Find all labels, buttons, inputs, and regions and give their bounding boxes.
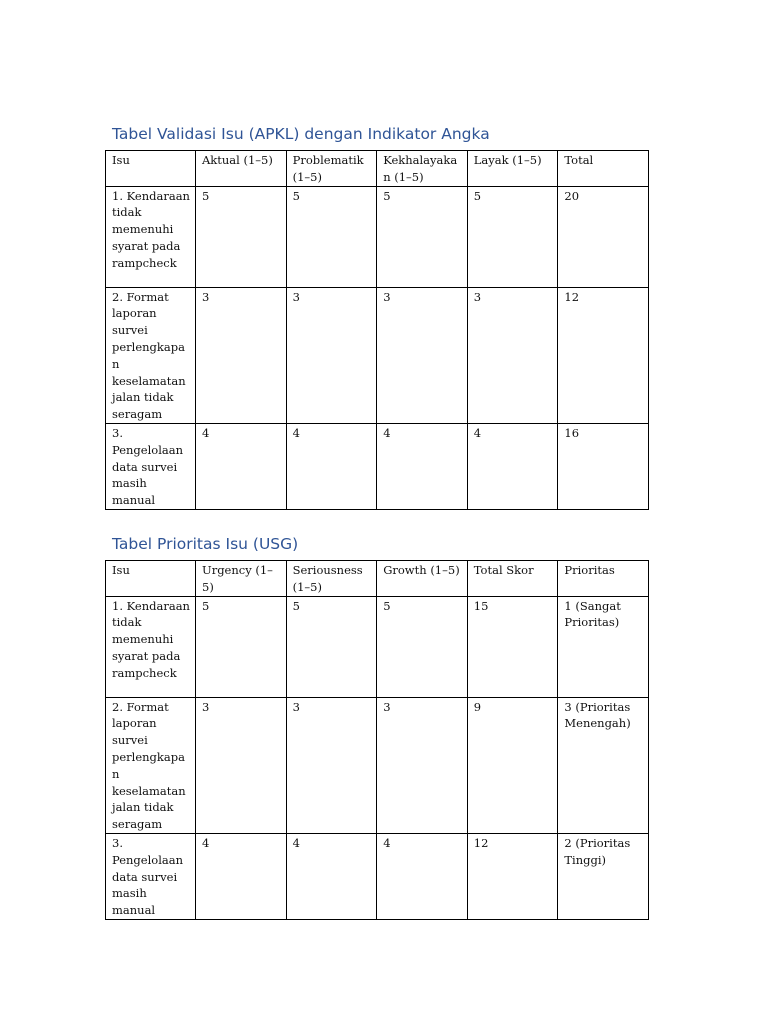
score-cell: 5: [286, 596, 377, 697]
issue-cell: 1. Kendaraan tidak memenuhi syarat pada rampcheck: [106, 596, 196, 697]
table-row: [106, 287, 649, 423]
score-cell: 4: [286, 423, 377, 509]
score-cell: 4: [377, 833, 468, 919]
header-cell: Isu: [106, 561, 196, 597]
priority-cell: 3 (Prioritas Menengah): [558, 697, 649, 833]
total-cell: 12: [558, 287, 649, 423]
priority-cell: 2 (Prioritas Tinggi): [558, 833, 649, 919]
total-cell: 15: [467, 596, 558, 697]
score-cell: 3: [196, 697, 287, 833]
header-cell: Urgency (1–5): [196, 561, 287, 597]
issue-cell: 2. Format laporan survei perlengkapan keselamatan jalan tidak seragam: [106, 287, 196, 423]
header-cell: Problematik (1–5): [286, 151, 377, 187]
table-header-row: [106, 561, 649, 597]
score-cell: 4: [196, 423, 287, 509]
score-cell: 3: [286, 287, 377, 423]
issue-cell: 2. Format laporan survei perlengkapan keselamatan jalan tidak seragam: [106, 697, 196, 833]
score-cell: 3: [467, 287, 558, 423]
usg-priority-table: [105, 560, 649, 920]
issue-cell: 3. Pengelolaan data survei masih manual: [106, 833, 196, 919]
header-cell: Prioritas: [558, 561, 649, 597]
score-cell: 5: [377, 596, 468, 697]
apkl-table-title: Tabel Validasi Isu (APKL) dengan Indikator Angka: [112, 125, 490, 143]
score-cell: 5: [196, 186, 287, 287]
table-row: [106, 697, 649, 833]
total-cell: 12: [467, 833, 558, 919]
score-cell: 5: [467, 186, 558, 287]
header-cell: Kekhalayakan (1–5): [377, 151, 468, 187]
score-cell: 4: [467, 423, 558, 509]
total-cell: 16: [558, 423, 649, 509]
header-cell: Growth (1–5): [377, 561, 468, 597]
table-row: [106, 186, 649, 287]
table-row: [106, 423, 649, 509]
apkl-validation-table: [105, 150, 649, 510]
score-cell: 5: [196, 596, 287, 697]
score-cell: 4: [286, 833, 377, 919]
header-cell: Layak (1–5): [467, 151, 558, 187]
header-cell: Total: [558, 151, 649, 187]
score-cell: 3: [286, 697, 377, 833]
table-row: [106, 833, 649, 919]
score-cell: 5: [377, 186, 468, 287]
header-cell: Aktual (1–5): [196, 151, 287, 187]
total-cell: 20: [558, 186, 649, 287]
score-cell: 3: [196, 287, 287, 423]
header-cell: Isu: [106, 151, 196, 187]
score-cell: 4: [196, 833, 287, 919]
issue-cell: 3. Pengelolaan data survei masih manual: [106, 423, 196, 509]
score-cell: 4: [377, 423, 468, 509]
score-cell: 5: [286, 186, 377, 287]
table-header-row: [106, 151, 649, 187]
header-cell: Total Skor: [467, 561, 558, 597]
header-cell: Seriousness (1–5): [286, 561, 377, 597]
usg-table-title: Tabel Prioritas Isu (USG): [112, 535, 299, 553]
score-cell: 3: [377, 287, 468, 423]
total-cell: 9: [467, 697, 558, 833]
score-cell: 3: [377, 697, 468, 833]
priority-cell: 1 (Sangat Prioritas): [558, 596, 649, 697]
table-row: [106, 596, 649, 697]
issue-cell: 1. Kendaraan tidak memenuhi syarat pada rampcheck: [106, 186, 196, 287]
